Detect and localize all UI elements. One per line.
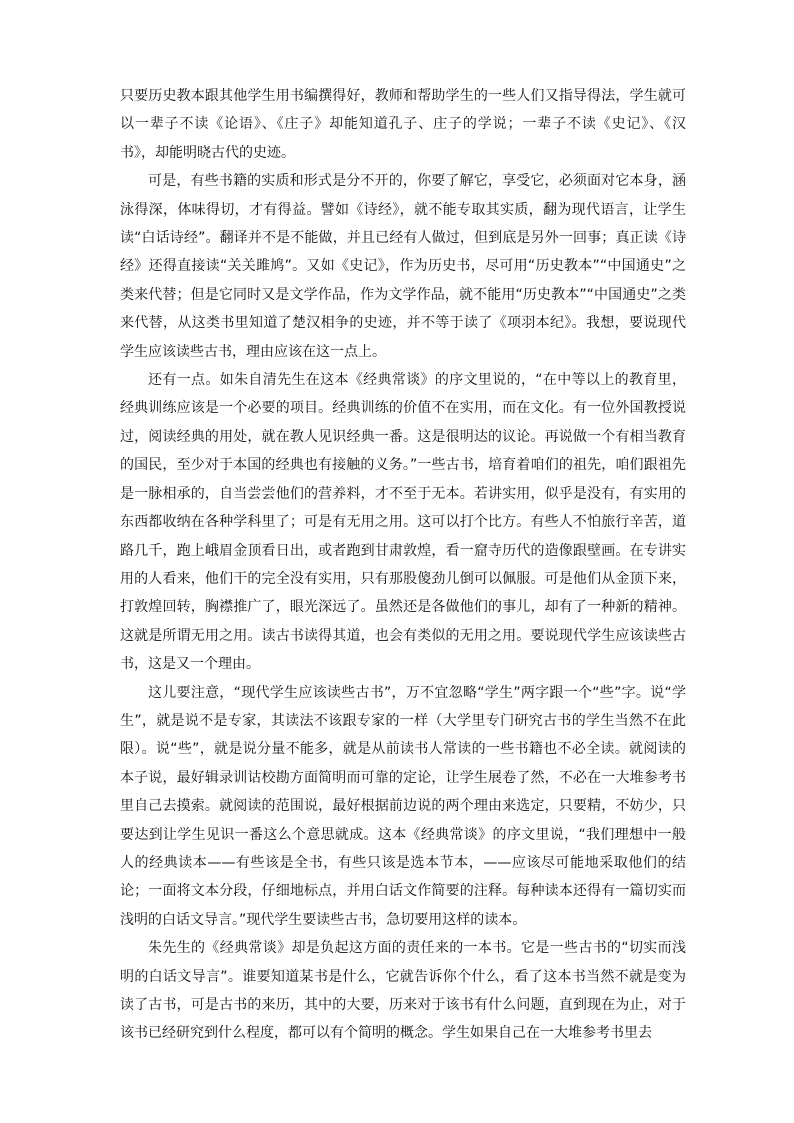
paragraph-1: 只要历史教本跟其他学生用书编撰得好，教师和帮助学生的一些人们又指导得法，学生就可以一辈子不读《论语》、《庄子》却能知道孔子、庄子的学说；一辈子不读《史记》、《汉书》，却能明晓古代的史迹。 xyxy=(120,88,686,161)
paragraph-5: 朱先生的《经典常谈》却是负起这方面的责任来的一本书。它是一些古书的“切实而浅明的白话文导言”。谁要知道某书是什么，它就告诉你个什么，看了这本书当然不就是变为读了古书，可是古书的来历，其中的大要，历来对于该书有什么问题，直到现在为止，对于该书已经研究到什么程度，都可以有个简明的概念。学生如果自己在一大堆参考书里去 xyxy=(120,940,686,1042)
paragraph-4: 这儿要注意，“现代学生应该读些古书”，万不宜忽略“学生”两字跟一个“些”字。说“学生”，就是说不是专家，其读法不该跟专家的一样（大学里专门研究古书的学生当然不在此限）。说“些”，就是说分量不能多，就是从前读书人常读的一些书籍也不必全读。就阅读的本子说，最好辑录训诂校勘方面简明而可靠的定论，让学生展卷了然，不必在一大堆参考书里自己去摸索。就阅读的范围说，最好根据前边说的两个理由来选定，只要精，不妨少，只要达到让学生见识一番这么个意思就成。这本《经典常谈》的序文里说，“我们理想中一般人的经典读本——有些该是全书，有些只该是选本节本，——应该尽可能地采取他们的结论；一面将文本分段，仔细地标点，并用白话文作简要的注释。每种读本还得有一篇切实而浅明的白话文导言。”现代学生要读些古书，急切要用这样的读本。 xyxy=(120,684,686,928)
document-body xyxy=(120,82,686,1048)
paragraph-3: 还有一点。如朱自清先生在这本《经典常谈》的序文里说的，“在中等以上的教育里，经典训练应该是一个必要的项目。经典训练的价值不在实用，而在文化。有一位外国教授说过，阅读经典的用处，就在教人见识经典一番。这是很明达的议论。再说做一个有相当教育的国民，至少对于本国的经典也有接触的义务。”一些古书，培育着咱们的祖先，咱们跟祖先是一脉相承的，自当尝尝他们的营养料，才不至于无本。若讲实用，似乎是没有，有实用的东西都收纳在各种学科里了；可是有无用之用。这可以打个比方。有些人不怕旅行辛苦，道路几千，跑上峨眉金顶看日出，或者跑到甘肃敦煌，看一窟寺历代的造像跟壁画。在专讲实用的人看来，他们干的完全没有实用，只有那股傻劲儿倒可以佩服。可是他们从金顶下来，打敦煌回转，胸襟推广了，眼光深远了。虽然还是各做他们的事儿，却有了一种新的精神。这就是所谓无用之用。读古书读得其道，也会有类似的无用之用。要说现代学生应该读些古书，这是又一个理由。 xyxy=(120,372,686,673)
paragraph-2: 可是，有些书籍的实质和形式是分不开的，你要了解它，享受它，必须面对它本身，涵泳得深，体味得切，才有得益。譬如《诗经》，就不能专取其实质，翻为现代语言，让学生读“白话诗经”。翻译并不是不能做，并且已经有人做过，但到底是另外一回事；真正读《诗经》还得直接读“关关雎鸠”。又如《史记》，作为历史书，尽可用“历史教本”“中国通史”之类来代替；但是它同时又是文学作品，作为文学作品，就不能用“历史教本”“中国通史”之类来代替，从这类书里知道了楚汉相争的史迹，并不等于读了《项羽本纪》。我想，要说现代学生应该读些古书，理由应该在这一点上。 xyxy=(120,173,686,360)
